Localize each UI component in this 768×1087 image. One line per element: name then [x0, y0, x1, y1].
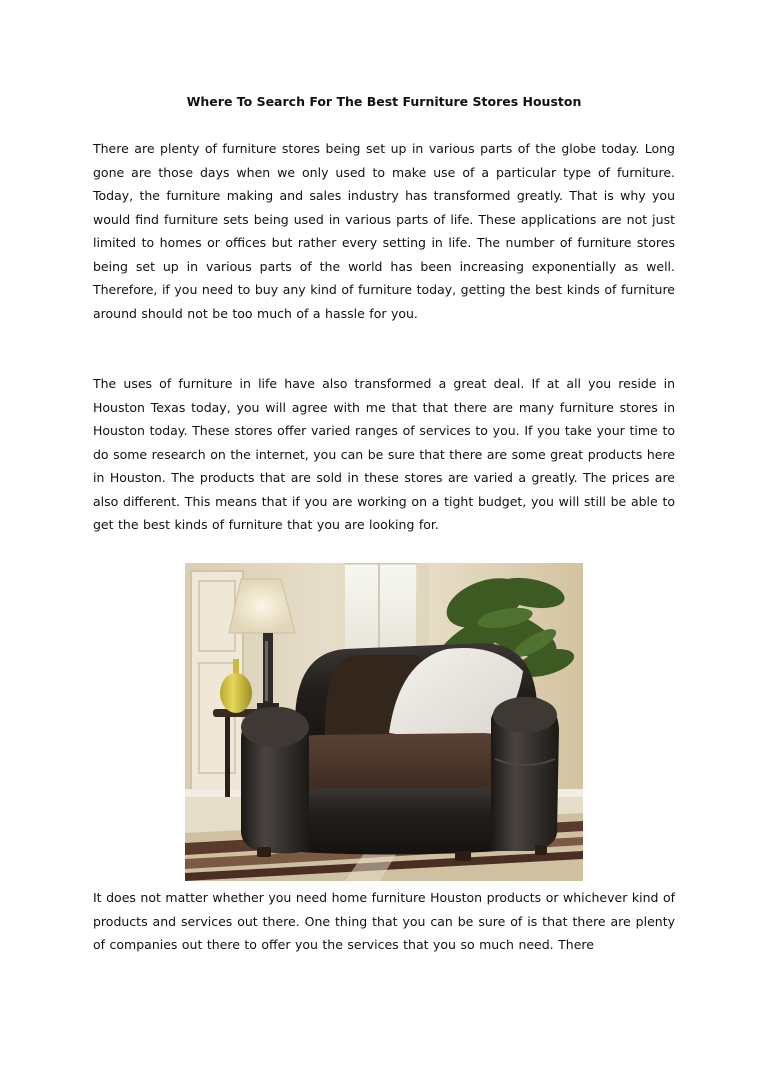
- paragraph-3: It does not matter whether you need home furniture Houston products or whichever kind of products and services out there. One thing that you can be sure of is that there are plenty of companies out there to offer you the services that you so much need. There: [93, 890, 675, 952]
- document-title: Where To Search For The Best Furniture Stores Houston: [186, 94, 582, 109]
- paragraph-2: The uses of furniture in life have also transformed a great deal. If at all you reside in Houston Texas today, you will agree with me that that there are many furniture stores in Houston today. These stores offer varied ranges of services to you. If you take your time to do some research on the internet, you can be sure that there are some great products here in Houston. The products that are sold in these stores are varied a greatly. The prices are also different. This means that if you are working on a tight budget, you will still be able to get the best kinds of furniture that you are looking for.: [93, 376, 675, 532]
- armchair-photo: [185, 563, 583, 881]
- paragraph-1: There are plenty of furniture stores being set up in various parts of the globe today. Long gone are those days when we only used to make use of a particular type of furniture. Today, the furniture making and sales industry has transformed greatly. That is why you would find furniture sets being used in various parts of life. These applications are not just limited to homes or offices but rather every setting in life. The number of furniture stores being set up in various parts of the world has been increasing exponentially as well. Therefore, if you need to buy any kind of furniture today, getting the best kinds of furniture around should not be too much of a hassle for you.: [93, 141, 675, 321]
